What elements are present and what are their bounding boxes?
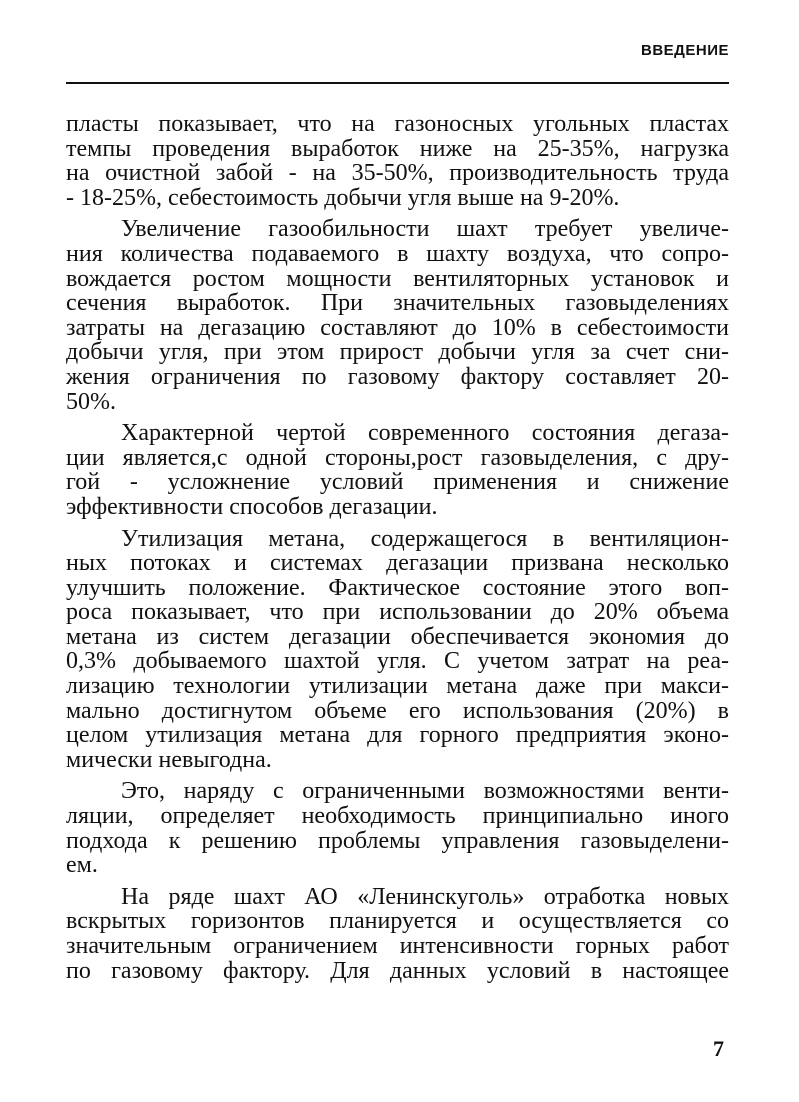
text-line: 0,3% добываемого шахтой угля. С учетом затрат на реа-	[66, 648, 729, 675]
text-line: мально достигнутом объеме его использования (20%) в	[66, 697, 729, 724]
text-line: улучшить положение. Фактическое состояние этого воп-	[66, 574, 729, 601]
paragraph	[66, 421, 729, 519]
text-line: вождается ростом мощности вентиляторных установок и	[66, 265, 729, 292]
text-line: добычи угля, при этом прирост добычи угля за счет сни-	[66, 339, 729, 366]
paragraph	[66, 217, 729, 414]
text-line: жения ограничения по газовому фактору составляет 20-	[66, 363, 729, 390]
paragraph	[66, 527, 729, 773]
text-line: эффективности способов дегазации.	[66, 493, 438, 520]
text-line: Это, наряду с ограниченными возможностями венти-	[121, 778, 729, 805]
text-line: подхода к решению проблемы управления газовыделени-	[66, 827, 729, 854]
header-title: ВВЕДЕНИЕ	[641, 42, 729, 59]
text-line: пласты показывает, что на газоносных угольных пластах	[66, 111, 729, 137]
text-line: затраты на дегазацию составляют до 10% в себестоимости	[66, 314, 729, 341]
text-line: ния количества подаваемого в шахту воздуха, что сопро-	[66, 240, 729, 267]
text-line: темпы проведения выработок ниже на 25-35%, нагрузка	[66, 135, 729, 162]
text-line: на очистной забой - на 35-50%, производительность труда	[66, 160, 729, 187]
text-line: На ряде шахт АО «Ленинскуголь» отработка новых	[121, 883, 729, 910]
paragraph	[66, 885, 729, 983]
text-line: метана из систем дегазации обеспечивается экономия до	[66, 623, 729, 650]
text-line: лизацию технологии утилизации метана даже при макси-	[66, 673, 729, 700]
text-line: сечения выработок. При значительных газовыделениях	[66, 290, 729, 317]
text-line: целом утилизация метана для горного предприятия эконо-	[66, 722, 729, 749]
text-line: гой - усложнение условий применения и снижение	[66, 469, 729, 496]
text-line: Характерной чертой современного состояния дегаза-	[121, 420, 729, 447]
text-line: значительным ограничением интенсивности горных работ	[66, 933, 729, 959]
paragraph	[66, 112, 729, 210]
text-line: ции является,с одной стороны,рост газовыделения, с дру-	[66, 444, 729, 471]
running-header	[66, 38, 729, 84]
text-line: роса показывает, что при использовании до 20% объема	[66, 599, 729, 626]
text-line: Утилизация метана, содержащегося в вентиляцион-	[121, 525, 729, 552]
text-line: по газовому фактору. Для данных условий в настоящее	[66, 957, 729, 984]
text-line: ем.	[66, 852, 98, 879]
body-text	[66, 112, 729, 990]
text-line: 50%.	[66, 388, 116, 415]
text-line: ляции, определяет необходимость принципиально иного	[66, 803, 729, 830]
text-line: вскрытых горизонтов планируется и осуществляется со	[66, 908, 729, 935]
text-line: Увеличение газообильности шахт требует увеличе-	[121, 216, 729, 243]
text-line: - 18-25%, себестоимость добычи угля выше на 9-20%.	[66, 184, 620, 211]
text-line: мически невыгодна.	[66, 746, 272, 773]
page-number: 7	[713, 1036, 724, 1061]
text-line: ных потоках и системах дегазации призвана несколько	[66, 550, 729, 577]
paragraph	[66, 779, 729, 877]
